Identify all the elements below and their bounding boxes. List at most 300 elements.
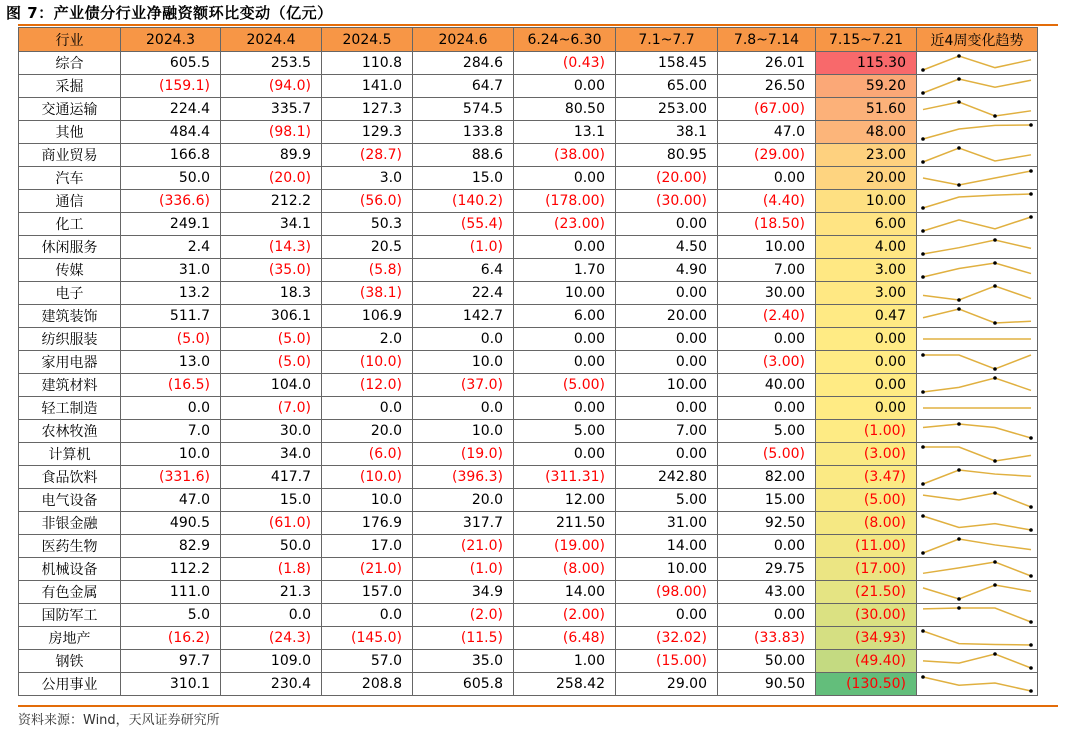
value-cell: 50.0 xyxy=(121,167,221,190)
value-cell: 34.1 xyxy=(221,213,322,236)
value-cell: (5.0) xyxy=(221,351,322,374)
value-cell: 111.0 xyxy=(121,581,221,604)
value-cell: 0.00 xyxy=(514,397,616,420)
value-cell: 30.00 xyxy=(718,282,816,305)
table-row xyxy=(19,75,1038,98)
sparkline xyxy=(917,144,1037,166)
value-cell: 80.50 xyxy=(514,98,616,121)
table-row xyxy=(19,305,1038,328)
sparkline-min-point xyxy=(993,114,997,118)
value-cell: (18.50) xyxy=(718,213,816,236)
sparkline-cell xyxy=(917,259,1038,282)
value-cell: 38.1 xyxy=(616,121,718,144)
sparkline-cell xyxy=(917,167,1038,190)
value-cell: 242.80 xyxy=(616,466,718,489)
value-cell: (2.00) xyxy=(514,604,616,627)
value-cell: 29.00 xyxy=(616,673,718,696)
value-cell: (94.0) xyxy=(221,75,322,98)
sparkline xyxy=(917,466,1037,488)
heat-cell: 0.00 xyxy=(816,328,917,351)
value-cell: 92.50 xyxy=(718,512,816,535)
value-cell: 306.1 xyxy=(221,305,322,328)
sparkline-min-point xyxy=(1029,689,1033,693)
table-row xyxy=(19,535,1038,558)
sparkline-line xyxy=(923,677,1031,691)
value-cell: (55.4) xyxy=(413,213,514,236)
sparkline-min-point xyxy=(1029,436,1033,440)
heat-cell: 0.00 xyxy=(816,374,917,397)
value-cell: 258.42 xyxy=(514,673,616,696)
sparkline xyxy=(917,351,1037,373)
table-row xyxy=(19,443,1038,466)
value-cell: 57.0 xyxy=(322,650,413,673)
industry-name: 商业贸易 xyxy=(19,144,121,167)
industry-name: 食品饮料 xyxy=(19,466,121,489)
value-cell: 26.50 xyxy=(718,75,816,98)
heat-cell: 59.20 xyxy=(816,75,917,98)
value-cell: 142.7 xyxy=(413,305,514,328)
value-cell: 5.0 xyxy=(121,604,221,627)
industry-name: 非银金融 xyxy=(19,512,121,535)
value-cell: 4.50 xyxy=(616,236,718,259)
value-cell: 29.75 xyxy=(718,558,816,581)
sparkline-max-point xyxy=(921,629,925,633)
value-cell: 7.0 xyxy=(121,420,221,443)
sparkline-max-point xyxy=(993,560,997,564)
value-cell: 5.00 xyxy=(718,420,816,443)
sparkline-min-point xyxy=(921,206,925,210)
sparkline-cell xyxy=(917,627,1038,650)
value-cell: (16.2) xyxy=(121,627,221,650)
figure-title: 图 7：产业债分行业净融资额环比变动（亿元） xyxy=(6,4,333,22)
sparkline-cell xyxy=(917,328,1038,351)
value-cell: 6.00 xyxy=(514,305,616,328)
industry-name: 电气设备 xyxy=(19,489,121,512)
sparkline xyxy=(917,75,1037,97)
value-cell: 13.2 xyxy=(121,282,221,305)
value-cell: 253.00 xyxy=(616,98,718,121)
column-header: 7.1~7.7 xyxy=(616,28,718,52)
value-cell: 20.0 xyxy=(322,420,413,443)
value-cell: 211.50 xyxy=(514,512,616,535)
sparkline-line xyxy=(923,56,1031,70)
sparkline-cell xyxy=(917,190,1038,213)
table-row xyxy=(19,213,1038,236)
sparkline-max-point xyxy=(921,445,925,449)
heat-cell: 23.00 xyxy=(816,144,917,167)
value-cell: 0.00 xyxy=(616,282,718,305)
column-header: 6.24~6.30 xyxy=(514,28,616,52)
sparkline-cell xyxy=(917,512,1038,535)
value-cell: 20.5 xyxy=(322,236,413,259)
value-cell: (30.00) xyxy=(616,190,718,213)
value-cell: (0.43) xyxy=(514,52,616,75)
value-cell: (33.83) xyxy=(718,627,816,650)
value-cell: 35.0 xyxy=(413,650,514,673)
sparkline xyxy=(917,52,1037,74)
value-cell: (20.00) xyxy=(616,167,718,190)
sparkline xyxy=(917,236,1037,258)
industry-name: 农林牧渔 xyxy=(19,420,121,443)
heat-cell: 0.47 xyxy=(816,305,917,328)
heat-cell: 115.30 xyxy=(816,52,917,75)
value-cell: 0.00 xyxy=(514,75,616,98)
sparkline-cell xyxy=(917,673,1038,696)
sparkline-cell xyxy=(917,282,1038,305)
industry-name: 轻工制造 xyxy=(19,397,121,420)
value-cell: 10.0 xyxy=(121,443,221,466)
sparkline-line xyxy=(923,447,1031,461)
value-cell: (23.00) xyxy=(514,213,616,236)
table-row xyxy=(19,581,1038,604)
sparkline-line xyxy=(923,171,1031,185)
value-cell: (6.48) xyxy=(514,627,616,650)
industry-name: 有色金属 xyxy=(19,581,121,604)
sparkline-line xyxy=(923,125,1031,139)
heat-cell: 0.00 xyxy=(816,397,917,420)
heat-cell: 51.60 xyxy=(816,98,917,121)
table-row xyxy=(19,190,1038,213)
sparkline-line xyxy=(923,562,1031,576)
sparkline-min-point xyxy=(1029,528,1033,532)
sparkline xyxy=(917,397,1037,419)
sparkline xyxy=(917,420,1037,442)
sparkline xyxy=(917,627,1037,649)
value-cell: (38.00) xyxy=(514,144,616,167)
sparkline-cell xyxy=(917,489,1038,512)
industry-name: 房地产 xyxy=(19,627,121,650)
heat-cell: 6.00 xyxy=(816,213,917,236)
table-row xyxy=(19,167,1038,190)
heat-cell: 3.00 xyxy=(816,282,917,305)
value-cell: (11.5) xyxy=(413,627,514,650)
sparkline xyxy=(917,581,1037,603)
table-row xyxy=(19,627,1038,650)
value-cell: 605.8 xyxy=(413,673,514,696)
value-cell: (3.00) xyxy=(718,351,816,374)
sparkline-min-point xyxy=(993,459,997,463)
sparkline-line xyxy=(923,516,1031,530)
heat-cell: (3.47) xyxy=(816,466,917,489)
value-cell: 176.9 xyxy=(322,512,413,535)
value-cell: 335.7 xyxy=(221,98,322,121)
value-cell: 317.7 xyxy=(413,512,514,535)
value-cell: 7.00 xyxy=(616,420,718,443)
sparkline xyxy=(917,213,1037,235)
sparkline-max-point xyxy=(921,514,925,518)
sparkline-min-point xyxy=(1029,574,1033,578)
value-cell: (20.0) xyxy=(221,167,322,190)
sparkline-max-point xyxy=(993,284,997,288)
value-cell: (35.0) xyxy=(221,259,322,282)
sparkline-line xyxy=(923,470,1031,484)
value-cell: 112.2 xyxy=(121,558,221,581)
industry-name: 交通运输 xyxy=(19,98,121,121)
sparkline-max-point xyxy=(957,100,961,104)
value-cell: 0.00 xyxy=(616,213,718,236)
bottom-rule xyxy=(18,705,1058,707)
value-cell: 3.0 xyxy=(322,167,413,190)
value-cell: (24.3) xyxy=(221,627,322,650)
value-cell: 10.0 xyxy=(413,351,514,374)
sparkline-line xyxy=(923,654,1031,668)
sparkline-cell xyxy=(917,236,1038,259)
table-row xyxy=(19,374,1038,397)
column-header: 7.15~7.21 xyxy=(816,28,917,52)
sparkline-cell xyxy=(917,420,1038,443)
sparkline xyxy=(917,489,1037,511)
industry-name: 通信 xyxy=(19,190,121,213)
sparkline xyxy=(917,374,1037,396)
value-cell: 65.00 xyxy=(616,75,718,98)
heat-cell: (5.00) xyxy=(816,489,917,512)
sparkline-max-point xyxy=(957,146,961,150)
value-cell: (159.1) xyxy=(121,75,221,98)
sparkline-max-point xyxy=(957,54,961,58)
table-row xyxy=(19,558,1038,581)
sparkline-max-point xyxy=(921,675,925,679)
sparkline-line xyxy=(923,309,1031,323)
value-cell: (1.8) xyxy=(221,558,322,581)
value-cell: 80.95 xyxy=(616,144,718,167)
value-cell: 0.0 xyxy=(322,397,413,420)
industry-name: 其他 xyxy=(19,121,121,144)
value-cell: 50.0 xyxy=(221,535,322,558)
value-cell: 417.7 xyxy=(221,466,322,489)
sparkline-max-point xyxy=(957,422,961,426)
value-cell: 17.0 xyxy=(322,535,413,558)
industry-net-financing-table xyxy=(18,27,1038,696)
value-cell: 484.4 xyxy=(121,121,221,144)
value-cell: 6.4 xyxy=(413,259,514,282)
table-row xyxy=(19,52,1038,75)
value-cell: (5.00) xyxy=(514,374,616,397)
industry-name: 汽车 xyxy=(19,167,121,190)
value-cell: (21.0) xyxy=(413,535,514,558)
table-row xyxy=(19,259,1038,282)
value-cell: 0.00 xyxy=(514,236,616,259)
value-cell: (4.40) xyxy=(718,190,816,213)
industry-name: 综合 xyxy=(19,52,121,75)
value-cell: (32.02) xyxy=(616,627,718,650)
value-cell: 511.7 xyxy=(121,305,221,328)
value-cell: 34.0 xyxy=(221,443,322,466)
value-cell: 50.00 xyxy=(718,650,816,673)
value-cell: 574.5 xyxy=(413,98,514,121)
sparkline-min-point xyxy=(921,390,925,394)
value-cell: 40.00 xyxy=(718,374,816,397)
value-cell: 15.00 xyxy=(718,489,816,512)
industry-name: 化工 xyxy=(19,213,121,236)
value-cell: (1.0) xyxy=(413,558,514,581)
sparkline-min-point xyxy=(957,183,961,187)
value-cell: 0.0 xyxy=(322,604,413,627)
heat-cell: (34.93) xyxy=(816,627,917,650)
sparkline-cell xyxy=(917,650,1038,673)
value-cell: 104.0 xyxy=(221,374,322,397)
value-cell: 13.1 xyxy=(514,121,616,144)
value-cell: (38.1) xyxy=(322,282,413,305)
value-cell: (10.0) xyxy=(322,466,413,489)
heat-cell: (30.00) xyxy=(816,604,917,627)
table-row xyxy=(19,236,1038,259)
sparkline-cell xyxy=(917,397,1038,420)
sparkline-cell xyxy=(917,351,1038,374)
value-cell: (5.8) xyxy=(322,259,413,282)
value-cell: 47.0 xyxy=(121,489,221,512)
value-cell: 18.3 xyxy=(221,282,322,305)
sparkline xyxy=(917,443,1037,465)
value-cell: 212.2 xyxy=(221,190,322,213)
value-cell: 0.00 xyxy=(514,351,616,374)
sparkline-line xyxy=(923,631,1031,645)
value-cell: 90.50 xyxy=(718,673,816,696)
sparkline-cell xyxy=(917,144,1038,167)
value-cell: 0.00 xyxy=(514,328,616,351)
value-cell: (19.00) xyxy=(514,535,616,558)
table-row xyxy=(19,489,1038,512)
heat-cell: 48.00 xyxy=(816,121,917,144)
value-cell: 0.00 xyxy=(514,167,616,190)
value-cell: 110.8 xyxy=(322,52,413,75)
value-cell: 109.0 xyxy=(221,650,322,673)
value-cell: (14.3) xyxy=(221,236,322,259)
sparkline-cell xyxy=(917,98,1038,121)
value-cell: (10.0) xyxy=(322,351,413,374)
value-cell: 82.00 xyxy=(718,466,816,489)
sparkline-min-point xyxy=(1029,620,1033,624)
value-cell: 15.0 xyxy=(221,489,322,512)
sparkline xyxy=(917,98,1037,120)
table-row xyxy=(19,328,1038,351)
industry-name: 传媒 xyxy=(19,259,121,282)
value-cell: (67.00) xyxy=(718,98,816,121)
value-cell: (5.0) xyxy=(221,328,322,351)
sparkline-max-point xyxy=(1029,215,1033,219)
sparkline-cell xyxy=(917,121,1038,144)
value-cell: 43.00 xyxy=(718,581,816,604)
value-cell: 0.0 xyxy=(413,397,514,420)
value-cell: 0.00 xyxy=(616,351,718,374)
sparkline-line xyxy=(923,424,1031,438)
value-cell: 0.0 xyxy=(221,604,322,627)
value-cell: 82.9 xyxy=(121,535,221,558)
value-cell: 490.5 xyxy=(121,512,221,535)
sparkline-line xyxy=(923,79,1031,93)
value-cell: (61.0) xyxy=(221,512,322,535)
value-cell: 4.90 xyxy=(616,259,718,282)
sparkline xyxy=(917,328,1037,350)
value-cell: 89.9 xyxy=(221,144,322,167)
value-cell: 22.4 xyxy=(413,282,514,305)
value-cell: 106.9 xyxy=(322,305,413,328)
sparkline-max-point xyxy=(993,491,997,495)
sparkline-max-point xyxy=(957,606,961,610)
sparkline-line xyxy=(923,493,1031,507)
value-cell: 0.00 xyxy=(616,443,718,466)
sparkline xyxy=(917,535,1037,557)
value-cell: (311.31) xyxy=(514,466,616,489)
sparkline-cell xyxy=(917,581,1038,604)
value-cell: (19.0) xyxy=(413,443,514,466)
value-cell: 21.3 xyxy=(221,581,322,604)
source-note: 资料来源：Wind，天风证券研究所 xyxy=(18,713,220,728)
value-cell: 14.00 xyxy=(616,535,718,558)
sparkline-line xyxy=(923,148,1031,162)
industry-name: 机械设备 xyxy=(19,558,121,581)
sparkline-line xyxy=(923,286,1031,300)
value-cell: 15.0 xyxy=(413,167,514,190)
industry-name: 电子 xyxy=(19,282,121,305)
sparkline-line xyxy=(923,539,1031,553)
sparkline-line xyxy=(923,263,1031,277)
industry-name: 公用事业 xyxy=(19,673,121,696)
value-cell: 0.00 xyxy=(718,604,816,627)
sparkline-min-point xyxy=(921,160,925,164)
table-row xyxy=(19,512,1038,535)
value-cell: 310.1 xyxy=(121,673,221,696)
sparkline-min-point xyxy=(993,321,997,325)
sparkline-cell xyxy=(917,604,1038,627)
value-cell: 12.00 xyxy=(514,489,616,512)
value-cell: 30.0 xyxy=(221,420,322,443)
column-header: 2024.4 xyxy=(221,28,322,52)
heat-cell: 4.00 xyxy=(816,236,917,259)
heat-cell: (21.50) xyxy=(816,581,917,604)
sparkline-min-point xyxy=(921,482,925,486)
sparkline-min-point xyxy=(921,551,925,555)
value-cell: 34.9 xyxy=(413,581,514,604)
sparkline-line xyxy=(923,240,1031,254)
sparkline xyxy=(917,650,1037,672)
value-cell: 14.00 xyxy=(514,581,616,604)
sparkline-cell xyxy=(917,466,1038,489)
sparkline-max-point xyxy=(921,353,925,357)
column-header: 2024.5 xyxy=(322,28,413,52)
value-cell: 605.5 xyxy=(121,52,221,75)
sparkline-min-point xyxy=(921,68,925,72)
sparkline-max-point xyxy=(957,468,961,472)
column-header: 7.8~7.14 xyxy=(718,28,816,52)
table-row xyxy=(19,604,1038,627)
sparkline-max-point xyxy=(1029,123,1033,127)
heat-cell: (8.00) xyxy=(816,512,917,535)
value-cell: 2.4 xyxy=(121,236,221,259)
industry-name: 国防军工 xyxy=(19,604,121,627)
value-cell: 158.45 xyxy=(616,52,718,75)
table-row xyxy=(19,466,1038,489)
heat-cell: (130.50) xyxy=(816,673,917,696)
table-row xyxy=(19,144,1038,167)
heat-cell: (49.40) xyxy=(816,650,917,673)
value-cell: 141.0 xyxy=(322,75,413,98)
value-cell: 20.00 xyxy=(616,305,718,328)
industry-name: 休闲服务 xyxy=(19,236,121,259)
column-header: 2024.3 xyxy=(121,28,221,52)
value-cell: 97.7 xyxy=(121,650,221,673)
value-cell: (28.7) xyxy=(322,144,413,167)
industry-name: 建筑装饰 xyxy=(19,305,121,328)
value-cell: (336.6) xyxy=(121,190,221,213)
heat-cell: 20.00 xyxy=(816,167,917,190)
value-cell: (37.0) xyxy=(413,374,514,397)
sparkline-cell xyxy=(917,443,1038,466)
sparkline-max-point xyxy=(1029,192,1033,196)
sparkline-cell xyxy=(917,213,1038,236)
sparkline-max-point xyxy=(993,583,997,587)
value-cell: 2.0 xyxy=(322,328,413,351)
sparkline-max-point xyxy=(957,307,961,311)
